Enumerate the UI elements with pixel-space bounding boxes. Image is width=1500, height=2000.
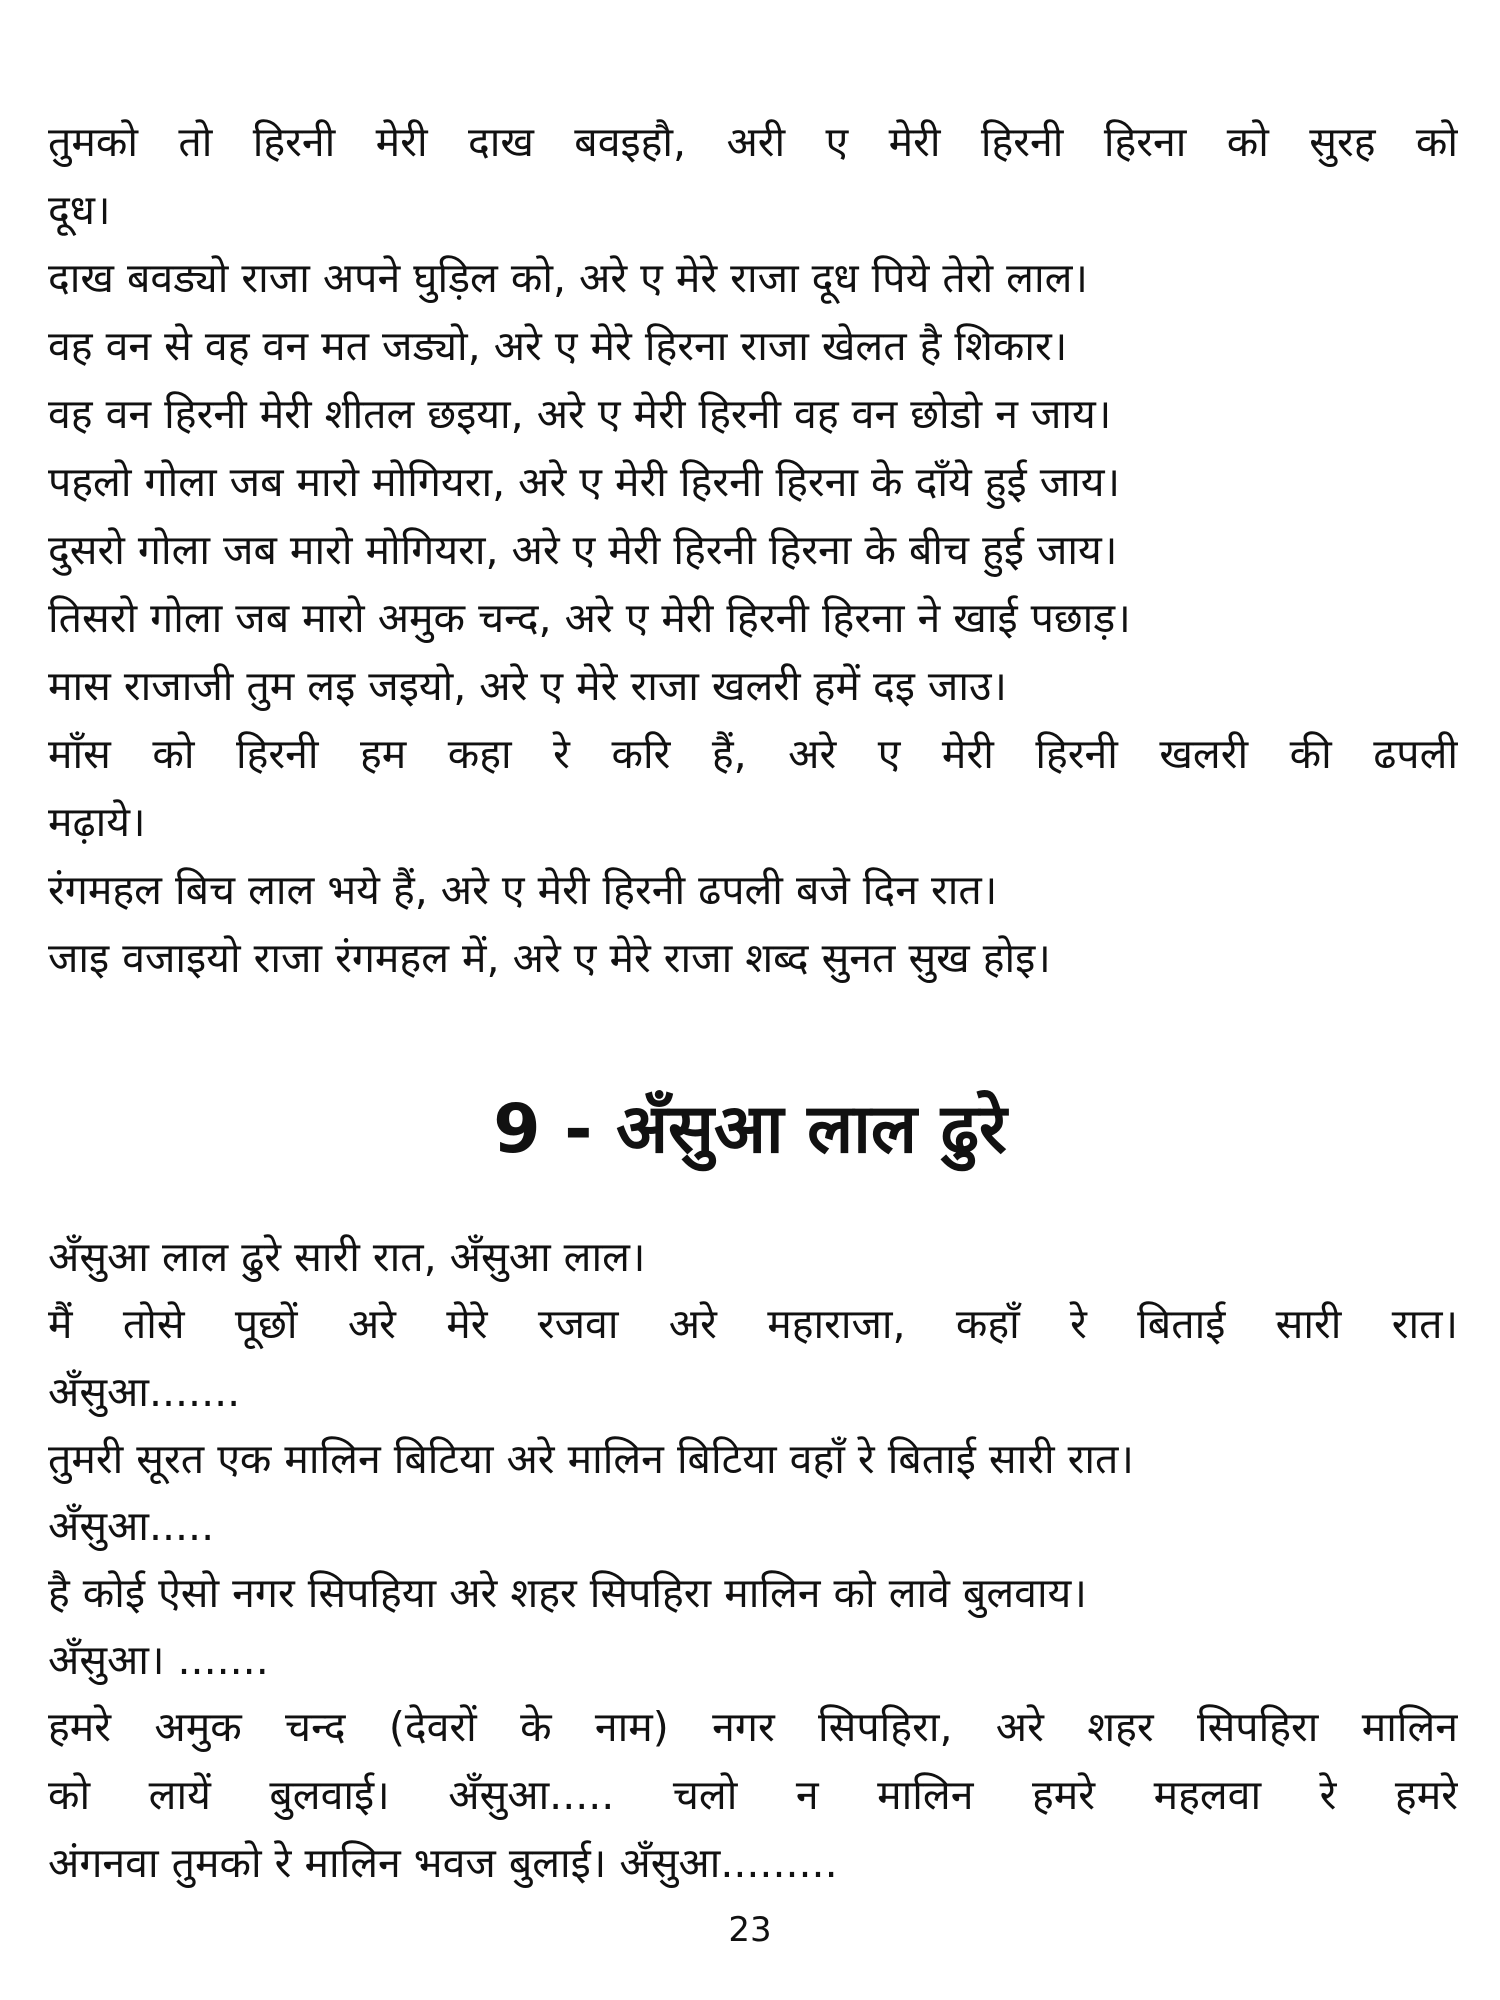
song-title: 9 - अँसुआ लाल ढुरे: [493, 1090, 1007, 1169]
verse-line: अँसुआ.....: [48, 1502, 215, 1550]
verse-line: दूध।: [48, 186, 111, 234]
verse-line: माँस को हिरनी हम कहा रे करि हैं, अरे ए मेरी हिरनी खलरी की ढपली: [48, 730, 1458, 778]
verse-line: हमरे अमुक चन्द (देवरों के नाम) नगर सिपहिरा, अरे शहर सिपहिरा मालिन: [48, 1703, 1458, 1751]
verse-line: मढ़ाये।: [48, 798, 146, 846]
verse-line: रंगमहल बिच लाल भये हैं, अरे ए मेरी हिरनी ढपली बजे दिन रात।: [48, 866, 998, 914]
verse-line: पहलो गोला जब मारो मोगियरा, अरे ए मेरी हिरनी हिरना के दाँये हुई जाय।: [48, 458, 1121, 506]
verse-line: अंगनवा तुमको रे मालिन भवज बुलाई। अँसुआ.........: [48, 1839, 838, 1887]
verse-line: तिसरो गोला जब मारो अमुक चन्द, अरे ए मेरी हिरनी हिरना ने खाई पछाड़।: [48, 594, 1131, 642]
song-verses-top: [48, 108, 1458, 992]
verse-line: अँसुआ लाल ढुरे सारी रात, अँसुआ लाल।: [48, 1233, 646, 1281]
verse-line: मास राजाजी तुम लइ जइयो, अरे ए मेरे राजा खलरी हमें दइ जाउ।: [48, 662, 1007, 710]
verse-line: अँसुआ। .......: [48, 1636, 269, 1684]
verse-line: जाइ वजाइयो राजा रंगमहल में, अरे ए मेरे राजा शब्द सुनत सुख होइ।: [48, 934, 1051, 982]
verse-line: अँसुआ.......: [48, 1368, 241, 1416]
verse-line: तुमरी सूरत एक मालिन बिटिया अरे मालिन बिटिया वहाँ रे बिताई सारी रात।: [48, 1435, 1134, 1483]
verse-line: को लायें बुलवाई। अँसुआ..... चलो न मालिन हमरे महलवा रे हमरे: [48, 1771, 1458, 1819]
verse-line: तुमको तो हिरनी मेरी दाख बवइहौ, अरी ए मेरी हिरनी हिरना को सुरह को: [48, 118, 1458, 166]
verse-line: वह वन हिरनी मेरी शीतल छइया, अरे ए मेरी हिरनी वह वन छोडो न जाय।: [48, 390, 1112, 438]
verse-line: दाख बवड्यो राजा अपने घुड़िल को, अरे ए मेरे राजा दूध पिये तेरो लाल।: [48, 254, 1088, 302]
verse-line: मैं तोसे पूछों अरे मेरे रजवा अरे महाराजा, कहाँ रे बिताई सारी रात।: [48, 1300, 1458, 1348]
verse-line: वह वन से वह वन मत जड्यो, अरे ए मेरे हिरना राजा खेलत है शिकार।: [48, 322, 1068, 370]
page-number: 23: [728, 1910, 772, 1950]
verse-line: दुसरो गोला जब मारो मोगियरा, अरे ए मेरी हिरनी हिरना के बीच हुई जाय।: [48, 526, 1118, 574]
verse-line: है कोई ऐसो नगर सिपहिया अरे शहर सिपहिरा मालिन को लावे बुलवाय।: [48, 1569, 1087, 1617]
song-verses-bottom: [48, 1224, 1458, 1897]
